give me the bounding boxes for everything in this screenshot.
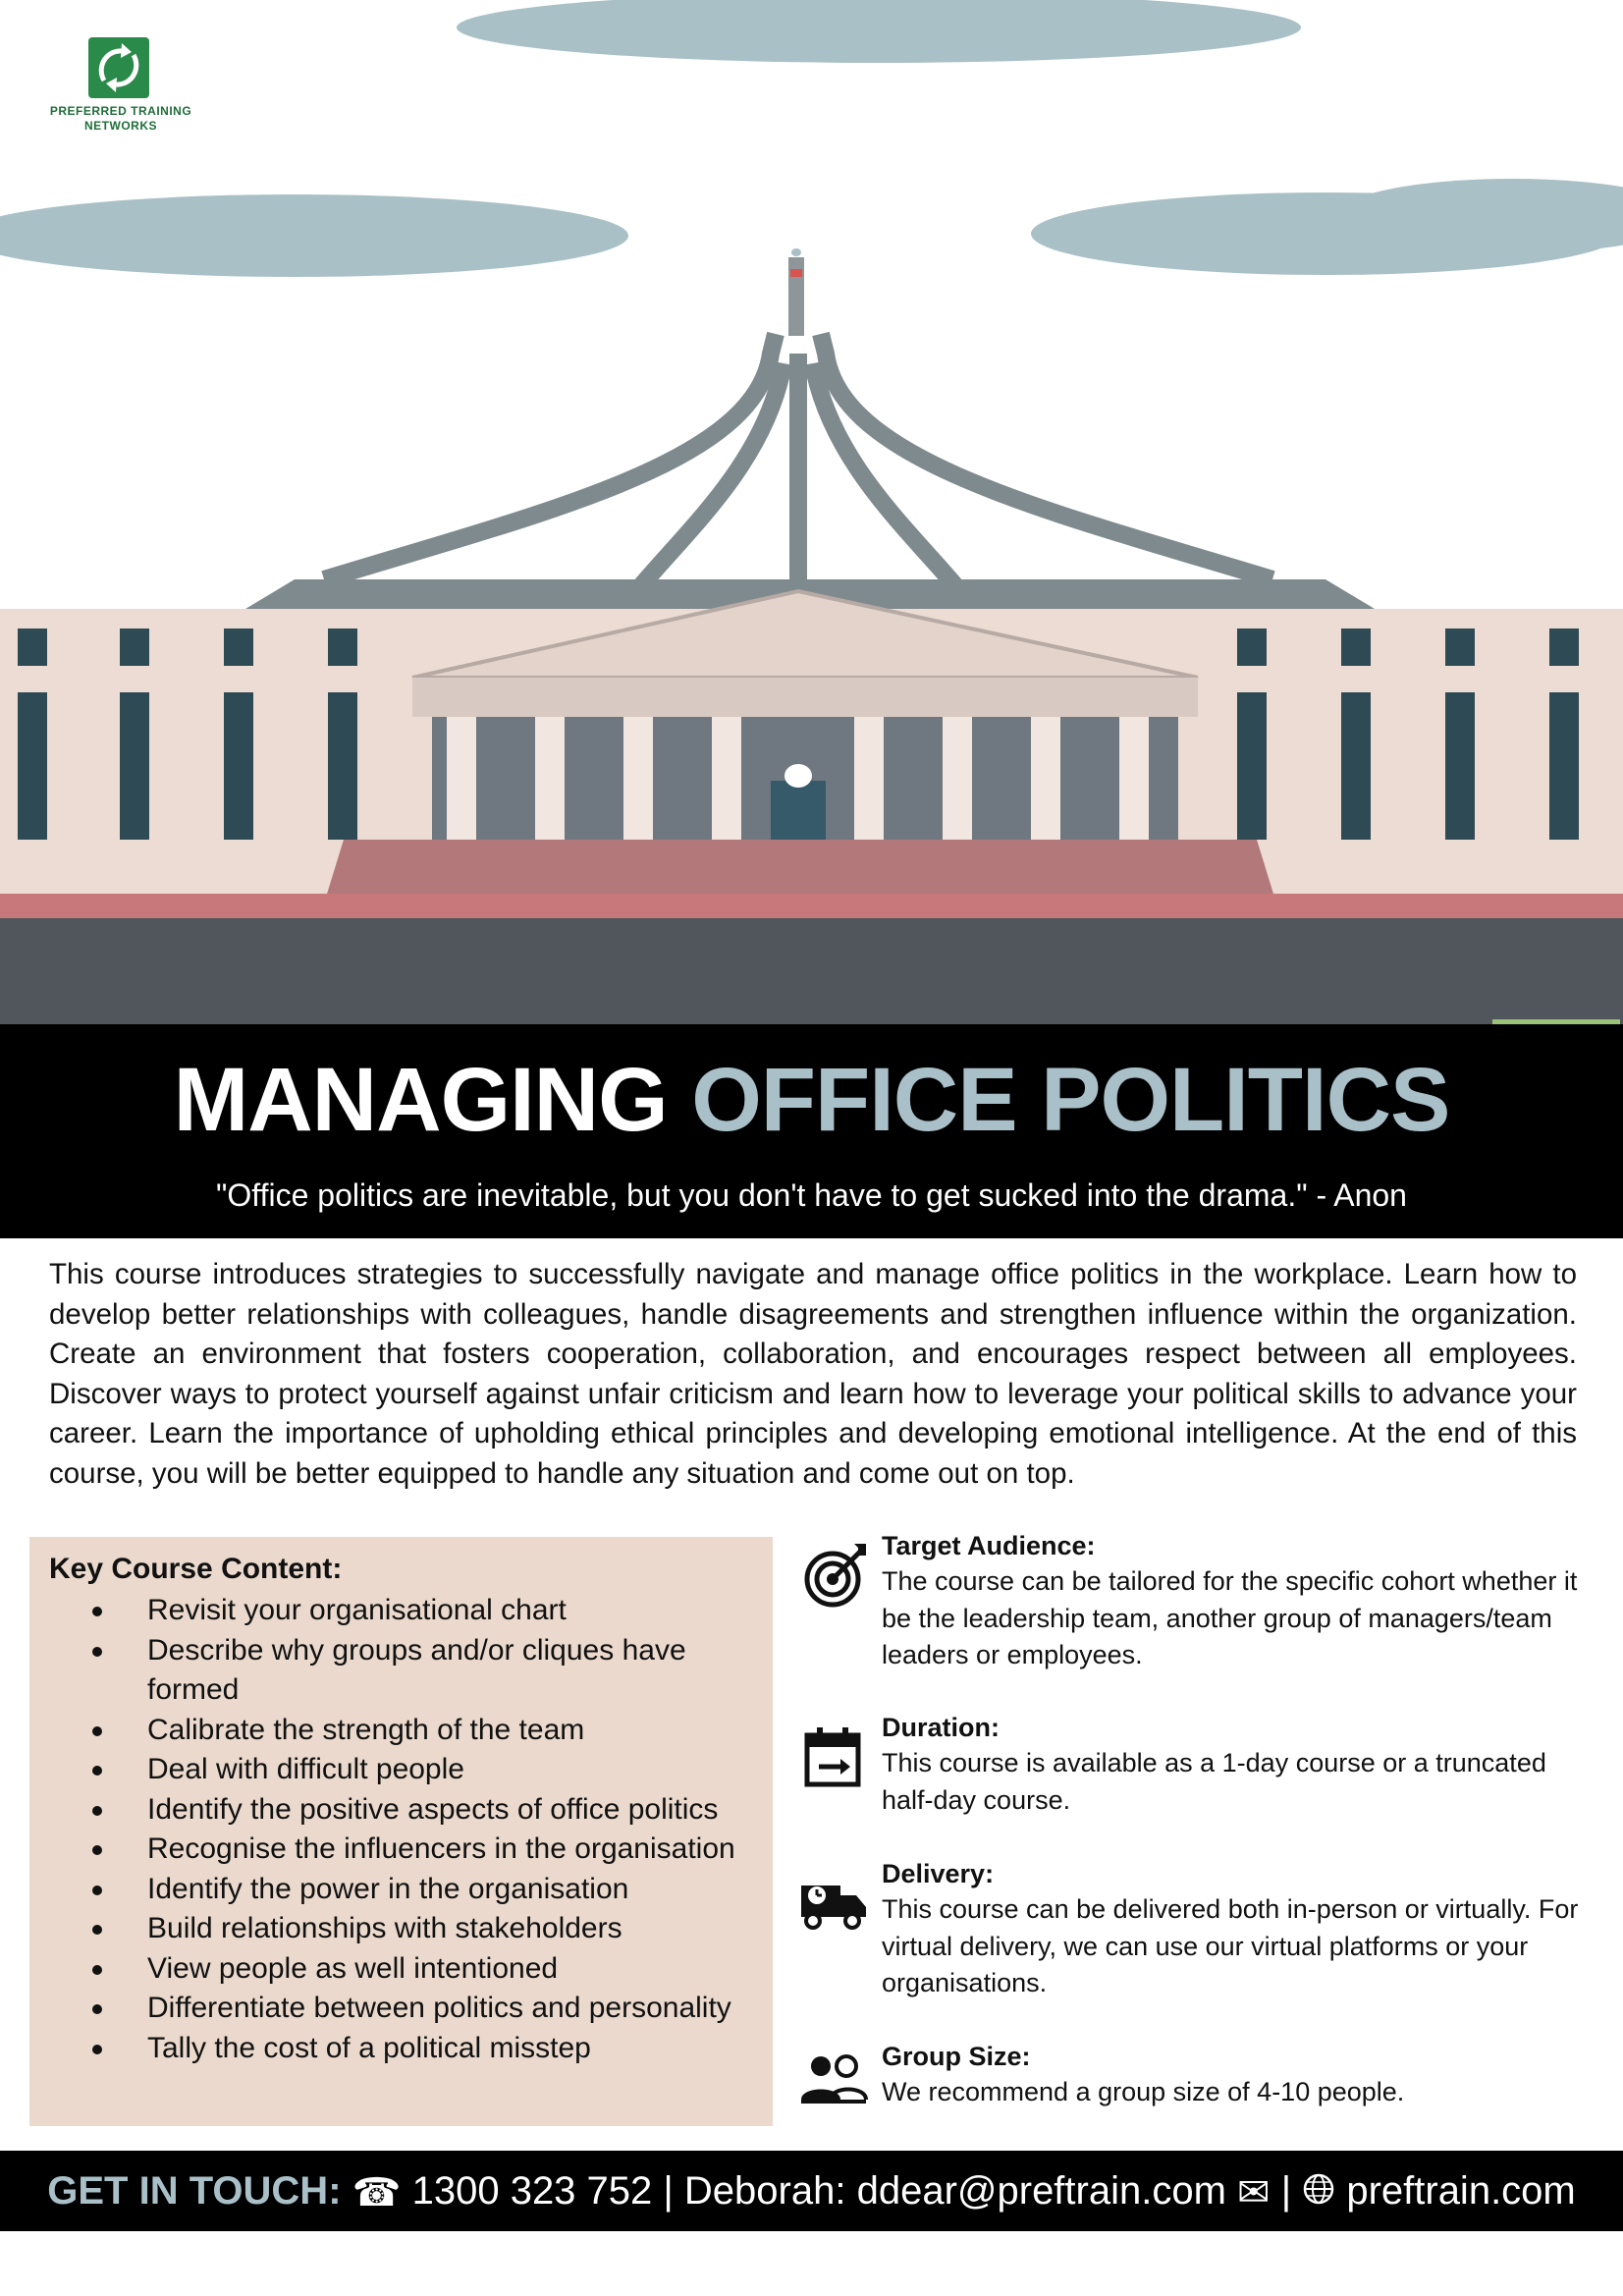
bullet-icon (92, 2004, 102, 2014)
list-item-text: Differentiate between politics and personality (147, 1992, 731, 2024)
target-audience-text: The course can be tailored for the specific cohort whether it be the leadership team, another group of managers/team leaders or employees. (882, 1566, 1578, 1669)
list-item-text: View people as well intentioned (147, 1951, 559, 1985)
bullet-icon (92, 1965, 102, 1975)
bullet-icon (92, 1726, 102, 1736)
list-item-text: Deal with difficult people (147, 1753, 464, 1785)
preferred-training-logo-icon (88, 37, 149, 98)
bullet-icon (92, 1607, 102, 1616)
hero-illustration (0, 0, 1623, 1024)
list-item-text: Identify the positive aspects of office politics (147, 1792, 719, 1826)
calendar-icon (797, 1720, 872, 1794)
logo-line-1: PREFERRED TRAINING (49, 104, 192, 118)
list-item-text: Describe why groups and/or cliques have formed (147, 1633, 686, 1706)
list-item-text: Build relationships with stakeholders (147, 1912, 622, 1944)
page-title (0, 1046, 1623, 1154)
list-item (69, 1750, 756, 1790)
get-in-touch-label: GET IN TOUCH: (47, 2169, 342, 2213)
list-item (69, 1870, 756, 1910)
delivery-truck-icon (797, 1866, 872, 1941)
duration-text: This course is available as a 1-day course or a truncated half-day course. (882, 1748, 1546, 1815)
list-item-text: Revisit your organisational chart (147, 1594, 567, 1626)
bullet-icon (92, 1806, 102, 1816)
list-item (69, 1949, 756, 1990)
title-word-managing: MANAGING (173, 1050, 668, 1150)
group-size-text: We recommend a group size of 4-10 people. (882, 2077, 1405, 2106)
contact-footer (0, 2151, 1623, 2231)
envelope-icon: ✉ (1237, 2171, 1271, 2215)
globe-icon-svg (1302, 2172, 1335, 2206)
bullet-icon (92, 2045, 102, 2054)
bullet-icon (92, 1845, 102, 1855)
delivery-block (797, 1856, 1593, 2013)
bullet-icon (92, 1766, 102, 1776)
quote: "Office politics are inevitable, but you don't have to get sucked into the drama." - Anon (216, 1177, 1407, 1213)
people-icon (797, 2049, 872, 2123)
duration-heading: Duration: (882, 1713, 1000, 1742)
parliament-house-image (0, 0, 1623, 1024)
list-item (69, 2029, 756, 2069)
list-item (69, 1790, 756, 1831)
website-link[interactable]: preftrain.com (1346, 2169, 1576, 2213)
duration-block (797, 1710, 1593, 1828)
company-logo (27, 29, 214, 147)
target-icon (797, 1538, 872, 1613)
key-content-title: Key Course Content: (49, 1553, 343, 1585)
delivery-text: This course can be delivered both in-person or virtually. For virtual delivery, we can use our virtual platforms or your organisations. (882, 1894, 1579, 1997)
logo-line-2: NETWORKS (84, 119, 157, 133)
group-size-heading: Group Size: (882, 2042, 1031, 2071)
list-item-text: Tally the cost of a political misstep (147, 2031, 591, 2064)
group-size-block (797, 2039, 1593, 2127)
list-item-text: Calibrate the strength of the team (147, 1713, 585, 1746)
key-content-list (69, 1591, 756, 2068)
list-item-text: Identify the power in the organisation (147, 1872, 629, 1905)
key-content-panel (29, 1537, 773, 2126)
list-item (69, 1989, 756, 2029)
bullet-icon (92, 1886, 102, 1895)
delivery-heading: Delivery: (882, 1859, 995, 1888)
list-item-text: Recognise the influencers in the organisation (147, 1832, 735, 1865)
title-word-office-politics: OFFICE POLITICS (691, 1050, 1450, 1150)
list-item (69, 1711, 756, 1751)
logo-text (27, 104, 214, 134)
list-item (69, 1631, 756, 1711)
globe-icon (1302, 2153, 1335, 2233)
target-audience-block (797, 1528, 1593, 1685)
list-item (69, 1830, 756, 1870)
separator: | (1280, 2169, 1292, 2213)
phone-number[interactable]: 1300 323 752 (411, 2169, 653, 2213)
intro-paragraph: This course introduces strategies to successfully navigate and manage office politics in the workplace. Learn how to develop better relationships with colleagues, handle disagreements and strengthen influence within the organization. Create an environment that fosters cooperation, collaboration, and encourages respect between all employees. Discover ways to protect yourself against unfair criticism and learn how to leverage your political skills to advance your career. Learn the importance of upholding ethical principles and developing emotional intelligence. At the end of this course, you will be better equipped to handle any situation and come out on top. (49, 1258, 1577, 1490)
list-item (69, 1591, 756, 1631)
separator: | (663, 2169, 674, 2213)
target-audience-heading: Target Audience: (882, 1531, 1096, 1560)
bullet-icon (92, 1647, 102, 1657)
list-item (69, 1909, 756, 1949)
phone-icon: ☎ (352, 2171, 402, 2215)
contact-email[interactable]: Deborah: ddear@preftrain.com (683, 2169, 1226, 2213)
bullet-icon (92, 1925, 102, 1935)
